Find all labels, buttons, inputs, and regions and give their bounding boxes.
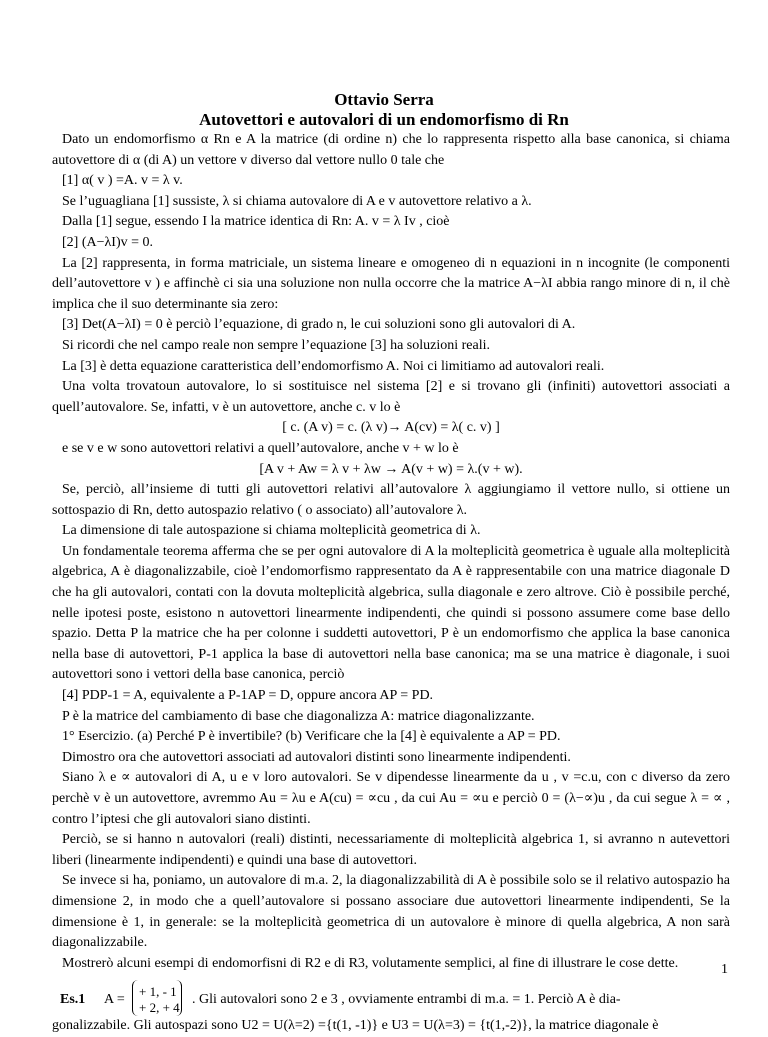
example-label: Es.1 <box>60 992 86 1008</box>
paragraph-teorema: Un fondamentale teorema afferma che se per ogni autovalore di A la molteplicità geometrica è uguale alla molteplicità algebrica, A è diagonalizzabile, cioè l’endomorfismo rappresentato da A è rappresentabile con una matrice diagonale D che ha gli autovalori, contati con la dovuta molteplicità algebrica, sulla diagonale e zero altrove. Ciò è possibile perché, nelle ipotesi poste, esistono n autovettori linearmente indipendenti, che quindi si possono assumere come base dello spazio. Detta P la matrice che ha per colonne i suddetti autovettori, P è un endomorfismo che applica la base canonica nella base di autovettori, P-1 applica la base di autovettori nella base canonica; ma se una matrice è diagonale, i suoi autovettori sono i vettori della base canonica, perciò <box>52 543 730 683</box>
page-title: Autovettori e autovalori di un endomorfismo di Rn <box>199 110 569 129</box>
formula-scalar: [ c. (A v) = c. (λ v)→ A(cv) = λ( c. v) ] <box>282 420 500 436</box>
paragraph-esempi: Mostrerò alcuni esempi di endomorfisni di R2 e di R3, volutamente semplici, al fine di illustrare le cose dette. <box>62 955 679 971</box>
matrix-row-2: + 2, + 4 <box>139 1000 180 1016</box>
equation-1: [1] α( v ) =A. v = λ v. <box>62 173 183 189</box>
equation-2: [2] (A−λI)v = 0. <box>62 234 153 250</box>
example-1 <box>52 980 730 1016</box>
paragraph-sum: e se v e w sono autovettori relativi a quell’autovalore, anche v + w lo è <box>62 440 459 456</box>
example-continuation: gonalizzabile. Gli autospazi sono U2 = U(λ=2) ={t(1, -1)} e U3 = U(λ=3) = {t(1,-2)}, la matrice diagonale è <box>52 1018 659 1034</box>
matrix-row-1: + 1, - 1 <box>139 984 177 1000</box>
paragraph-autovettori: Una volta trovatoun autovalore, lo si sostituisce nel sistema [2] e si trovano gli (infiniti) autovettori associati a quell’autovalore. Se, infatti, v è un autovettore, anche c. v lo è <box>52 379 730 415</box>
paragraph-identity: Dalla [1] segue, essendo I la matrice identica di Rn: A. v = λ Iv , cioè <box>62 214 450 230</box>
paragraph-esercizio: 1° Esercizio. (a) Perché P è invertibile? (b) Verificare che la [4] è equivalente a AP = PD. <box>62 729 561 745</box>
paragraph-proof: Siano λ e ∝ autovalori di A, u e v loro autovalori. Se v dipendesse linearmente da u , v =c.u, con c diverso da zero perchè v è un autovettore, avremmo Au = λu e A(cu) = ∝cu , da cui Au = ∝u e perciò 0 = (λ−∝)u , da cui segue λ = ∝ , contro l’iptesi che gli autovalori siano distinti. <box>52 770 730 827</box>
matrix-name: A = <box>104 992 125 1008</box>
paragraph-autovalore: Se l’uguagliana [1] sussiste, λ si chiama autovalore di A e v autovettore relativo a λ. <box>62 193 532 209</box>
equation-4: [4] PDP-1 = A, equivalente a P-1AP = D, oppure ancora AP = PD. <box>62 688 434 704</box>
paragraph-molteplicita: La dimensione di tale autospazione si chiama molteplicità geometrica di λ. <box>62 523 481 539</box>
paragraph-autospazio: Se, perciò, all’insieme di tutti gli autovettori relativi all’autovalore λ aggiungiamo il vettore nullo, si ottiene un sottospazio di Rn, detto autospazio relativo ( o associato) all’autovalore λ. <box>52 482 730 518</box>
example-text: . Gli autovalori sono 2 e 3 , ovviamente entrambi di m.a. = 1. Perciò A è dia- <box>192 992 621 1008</box>
paragraph-reali: Si ricordi che nel campo reale non sempre l’equazione [3] ha soluzioni reali. <box>62 337 490 353</box>
author-name: Ottavio Serra <box>334 90 434 109</box>
formula-sum: [A v + Aw = λ v + λw → A(v + w) = λ.(v + w). <box>259 461 523 477</box>
matrix-a <box>132 980 182 1016</box>
paragraph-distinti: Perciò, se si hanno n autovalori (reali) distinti, necessariamente di molteplicità algebrica 1, si avranno n autevettori liberi (linearmente indipendenti) e quindi una base di autovettori. <box>52 832 730 868</box>
paragraph-system: La [2] rappresenta, in forma matriciale, un sistema lineare e omogeneo di n equazioni in n incognite (le componenti dell’autovettore v ) e affinchè ci sia una soluzione non nulla occorre che la matrice A−λI abbia rango minore di n, il chè implica che il suo determinante sia zero: <box>52 255 730 312</box>
paragraph-definition: Dato un endomorfismo α Rn e A la matrice (di ordine n) che lo rappresenta rispetto alla base canonica, si chiama autovettore di α (di A) un vettore v diverso dal vettore nullo 0 tale che <box>52 132 730 168</box>
paragraph-ma2: Se invece si ha, poniamo, un autovalore di m.a. 2, la diagonalizzabilità di A è possibile solo se il relativo autospazio ha dimensione 2, in modo che a quell’autovalore si possano associare due autovettori linearmente indipendenti, Se la dimensione è 1, in generale: se la molteplicità geometrica di un autovalore è minore di quella algebrica, A non sarà diagonalizzabile. <box>52 873 730 951</box>
paragraph-caratteristica: La [3] è detta equazione caratteristica dell’endomorfismo A. Noi ci limitiamo ad autovalori reali. <box>62 358 605 374</box>
paragraph-dimostro: Dimostro ora che autovettori associati ad autovalori distinti sono linearmente indipendenti. <box>62 749 571 765</box>
page-number: 1 <box>721 962 728 977</box>
document-body <box>52 130 730 1037</box>
paragraph-diagonalizzante: P è la matrice del cambiamento di base che diagonalizza A: matrice diagonalizzante. <box>62 708 535 724</box>
equation-3: [3] Det(A−λI) = 0 è perciò l’equazione, di grado n, le cui soluzioni sono gli autovalori di A. <box>62 317 576 333</box>
